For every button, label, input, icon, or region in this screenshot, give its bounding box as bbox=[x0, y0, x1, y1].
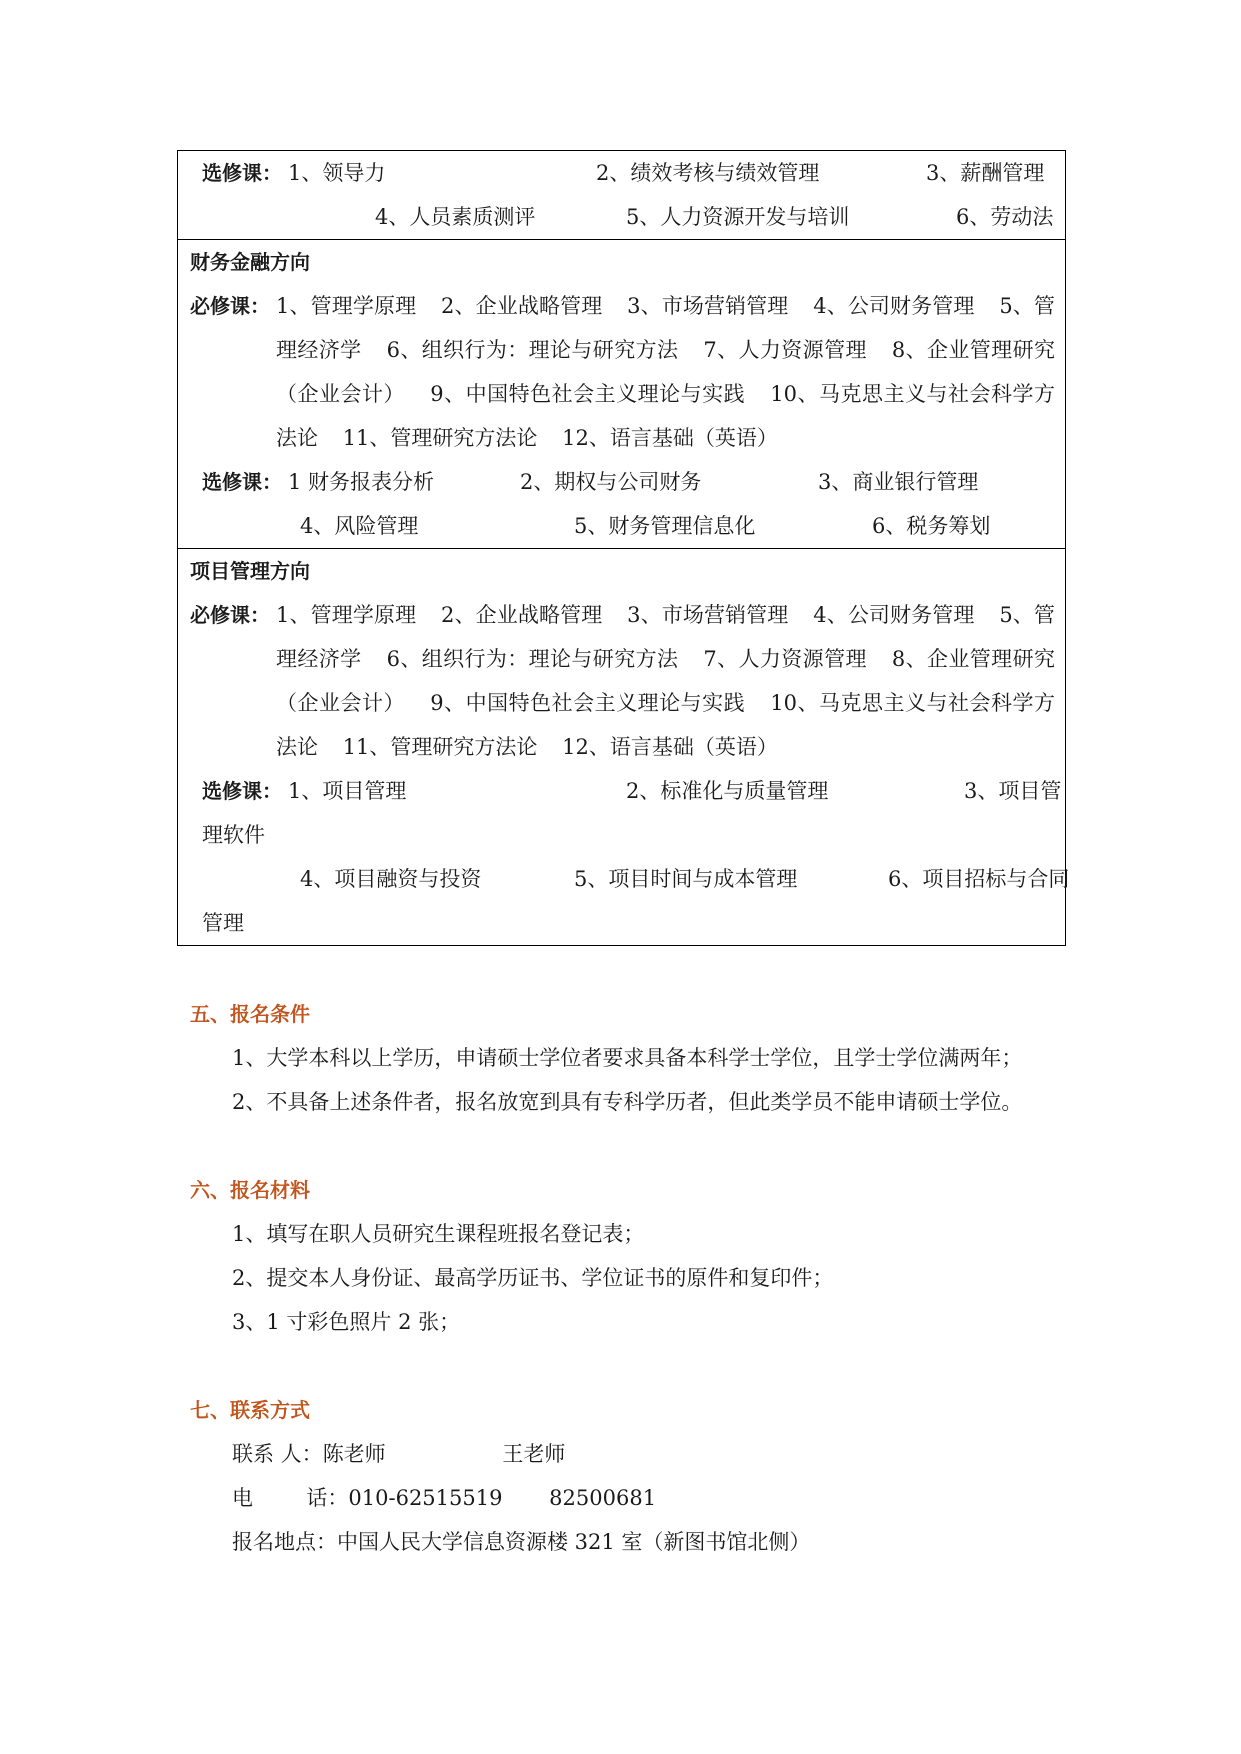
course-item: 1、领导力 bbox=[288, 161, 386, 185]
course-item: 3、薪酬管理 bbox=[926, 161, 1045, 185]
required-label: 必修课： bbox=[190, 294, 270, 318]
materials-heading: 六、报名材料 bbox=[190, 1178, 310, 1202]
contact-phone-row bbox=[232, 1482, 656, 1512]
course-item: 3、市场营销管理 bbox=[627, 603, 789, 627]
course-item: 9、中国特色社会主义理论与实践 bbox=[430, 691, 746, 715]
required-courses bbox=[190, 284, 1055, 460]
project-title: 项目管理方向 bbox=[190, 559, 310, 583]
course-item: 4、风险管理 bbox=[300, 514, 419, 538]
elective-line-1 bbox=[190, 460, 1055, 504]
course-item: 8、企业管理研究（企业会计） bbox=[276, 338, 1055, 406]
elective-label: 选修课： bbox=[202, 161, 282, 185]
contact-address-row bbox=[232, 1526, 810, 1556]
required-courses bbox=[190, 593, 1055, 769]
course-item: 4、公司财务管理 bbox=[813, 294, 975, 318]
course-item: 10、马克思主义与社会科学方法论 bbox=[276, 691, 1055, 759]
course-item: 3、市场营销管理 bbox=[627, 294, 789, 318]
course-item: 2、绩效考核与绩效管理 bbox=[596, 161, 820, 185]
course-item: 3、项目管 bbox=[964, 779, 1062, 803]
course-item: 1、管理学原理 bbox=[276, 603, 417, 627]
course-item: 6、税务筹划 bbox=[872, 514, 991, 538]
course-item: 1、管理学原理 bbox=[276, 294, 417, 318]
curriculum-table bbox=[177, 150, 1070, 946]
elective-label: 选修课： bbox=[202, 470, 282, 494]
elective-label: 选修课： bbox=[202, 779, 282, 803]
conditions-item: 1、大学本科以上学历，申请硕士学位者要求具备本科学士学位，且学士学位满两年； bbox=[232, 1046, 1023, 1070]
course-item: 6、组织行为：理论与研究方法 bbox=[386, 338, 679, 362]
course-item: 2、期权与公司财务 bbox=[520, 470, 702, 494]
course-item: 5、项目时间与成本管理 bbox=[574, 867, 798, 891]
course-item: 4、人员素质测评 bbox=[375, 205, 536, 229]
course-item: 4、公司财务管理 bbox=[813, 603, 975, 627]
course-item: 管理 bbox=[202, 911, 244, 935]
course-item: 2、标准化与质量管理 bbox=[626, 779, 829, 803]
contact-person-2: 王老师 bbox=[502, 1442, 566, 1466]
course-item: 6、劳动法 bbox=[956, 205, 1054, 229]
conditions-item: 2、不具备上述条件者，报名放宽到具有专科学历者，但此类学员不能申请硕士学位。 bbox=[232, 1090, 1023, 1114]
required-label: 必修课： bbox=[190, 603, 270, 627]
elective-line-4 bbox=[190, 901, 1055, 945]
course-item: 8、企业管理研究（企业会计） bbox=[276, 647, 1055, 715]
elective-line-1 bbox=[190, 151, 1055, 195]
contact-address: 中国人民大学信息资源楼 321 室（新图书馆北侧） bbox=[337, 1530, 811, 1554]
course-item: 7、人力资源管理 bbox=[703, 647, 867, 671]
finance-title: 财务金融方向 bbox=[190, 250, 310, 274]
contact-heading: 七、联系方式 bbox=[190, 1398, 310, 1422]
course-item: 1 财务报表分析 bbox=[288, 470, 435, 494]
course-item: 5、管理经济学 bbox=[276, 603, 1055, 671]
materials-item: 2、提交本人身份证、最高学历证书、学位证书的原件和复印件； bbox=[232, 1266, 834, 1290]
hr-electives-section bbox=[178, 151, 1065, 239]
course-item: 11、管理研究方法论 bbox=[342, 426, 538, 450]
elective-line-2 bbox=[190, 813, 1055, 857]
contact-person-label: 联系 人： bbox=[232, 1442, 323, 1466]
elective-line-2 bbox=[190, 504, 1055, 548]
contact-address-label: 报名地点： bbox=[232, 1530, 337, 1554]
course-item: 10、马克思主义与社会科学方法论 bbox=[276, 382, 1055, 450]
course-item: 5、管理经济学 bbox=[276, 294, 1055, 362]
course-item: 理软件 bbox=[202, 823, 265, 847]
course-item: 12、语言基础（英语） bbox=[562, 735, 778, 759]
materials-item: 3、1 寸彩色照片 2 张； bbox=[232, 1310, 461, 1334]
contact-person-1: 陈老师 bbox=[322, 1442, 386, 1466]
course-item: 6、项目招标与合同 bbox=[888, 867, 1070, 891]
contact-person-row bbox=[232, 1438, 565, 1468]
contact-phone-label: 电 话： bbox=[232, 1486, 349, 1510]
finance-section bbox=[178, 239, 1065, 548]
course-item: 12、语言基础（英语） bbox=[562, 426, 778, 450]
elective-line-2 bbox=[190, 195, 1055, 239]
course-item: 11、管理研究方法论 bbox=[342, 735, 538, 759]
course-item: 4、项目融资与投资 bbox=[300, 867, 482, 891]
course-item: 9、中国特色社会主义理论与实践 bbox=[430, 382, 746, 406]
elective-line-3 bbox=[190, 857, 1070, 901]
required-list bbox=[276, 593, 1055, 769]
conditions-heading: 五、报名条件 bbox=[190, 1002, 310, 1026]
course-item: 1、项目管理 bbox=[288, 779, 407, 803]
course-item: 3、商业银行管理 bbox=[818, 470, 979, 494]
required-list bbox=[276, 284, 1055, 460]
materials-item: 1、填写在职人员研究生课程班报名登记表； bbox=[232, 1222, 645, 1246]
project-section bbox=[178, 548, 1070, 945]
elective-line-1 bbox=[190, 769, 1062, 813]
course-item: 5、财务管理信息化 bbox=[574, 514, 756, 538]
course-item: 2、企业战略管理 bbox=[441, 603, 603, 627]
contact-phone-1: 010-62515519 bbox=[348, 1486, 503, 1510]
course-item: 5、人力资源开发与培训 bbox=[626, 205, 850, 229]
course-item: 6、组织行为：理论与研究方法 bbox=[386, 647, 679, 671]
course-item: 2、企业战略管理 bbox=[441, 294, 603, 318]
course-item: 7、人力资源管理 bbox=[703, 338, 867, 362]
contact-phone-2: 82500681 bbox=[549, 1486, 657, 1510]
